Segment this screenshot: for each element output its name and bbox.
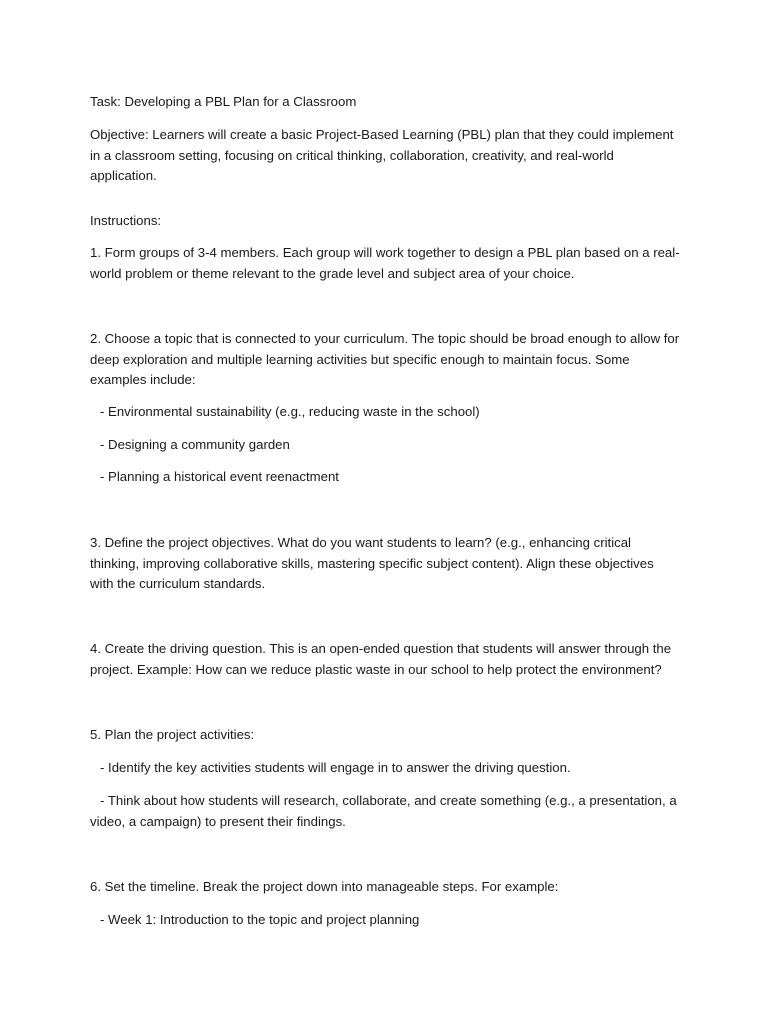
step-2-example-2: - Designing a community garden: [100, 437, 290, 452]
step-2-example-1: - Environmental sustainability (e.g., reducing waste in the school): [100, 404, 480, 419]
step-4-paragraph: 4. Create the driving question. This is an open-ended question that students will answer through the project. Example: How can we reduce plastic waste in our school to help protect the environment?: [90, 641, 672, 677]
instructions-heading: Instructions:: [90, 213, 162, 228]
objective-paragraph: Objective: Learners will create a basic Project-Based Learning (PBL) plan that they could implement in a classroom setting, focusing on critical thinking, collaboration, creativity, and real-world application.: [90, 127, 674, 183]
step-2-paragraph: 2. Choose a topic that is connected to your curriculum. The topic should be broad enough to allow for deep exploration and multiple learning activities but specific enough to maintain focus. Some examples include:: [90, 331, 680, 387]
step-2-example-3: - Planning a historical event reenactment: [100, 469, 339, 484]
step-6-heading: 6. Set the timeline. Break the project down into manageable steps. For example:: [90, 879, 559, 894]
step-3-paragraph: 3. Define the project objectives. What do you want students to learn? (e.g., enhancing critical thinking, improving collaborative skills, mastering specific subject content). Align these objectives with the curriculum standards.: [90, 535, 654, 591]
step-5-item-1: - Identify the key activities students will engage in to answer the driving question.: [100, 760, 571, 775]
step-5-heading: 5. Plan the project activities:: [90, 727, 255, 742]
step-6-item-1: - Week 1: Introduction to the topic and project planning: [100, 912, 420, 927]
task-title: Task: Developing a PBL Plan for a Classroom: [90, 94, 357, 109]
step-1-paragraph: 1. Form groups of 3-4 members. Each group will work together to design a PBL plan based on a real-world problem or theme relevant to the grade level and subject area of your choice.: [90, 245, 680, 281]
step-5-item-2: - Think about how students will research, collaborate, and create something (e.g., a presentation, a video, a campaign) to present their findings.: [90, 793, 677, 829]
